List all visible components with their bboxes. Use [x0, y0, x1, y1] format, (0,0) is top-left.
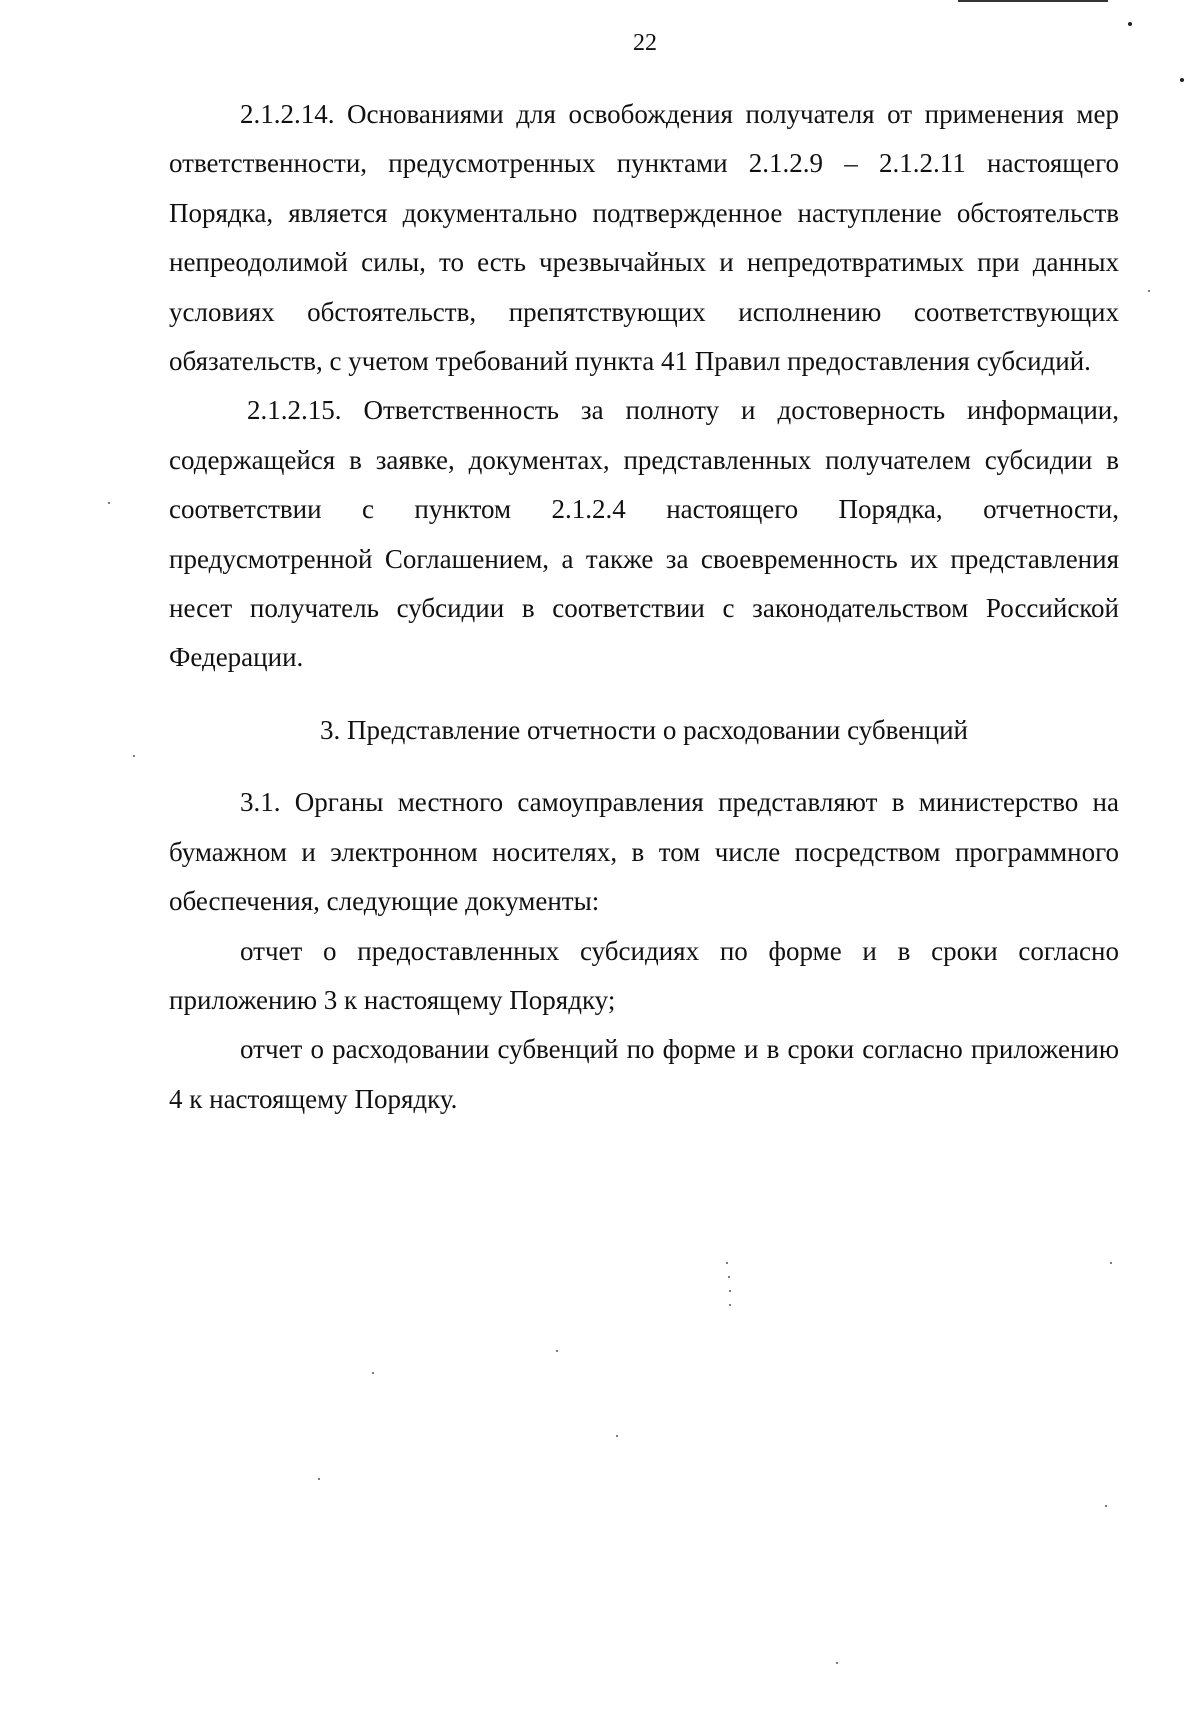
scan-speck — [318, 1478, 320, 1480]
scan-speck — [1180, 78, 1184, 82]
paragraph-2-1-2-14: 2.1.2.14. Основаниями для освобождения получателя от применения мер ответственности, предусмотренных пунктами 2.1.2.9 – 2.1.2.11 настоящего Порядка, является документально подтвержденное наступление обстоятельств непреодолимой силы, то есть чрезвычайных и непредотвратимых при данных условиях обстоятельств, препятствующих исполнению соответствующих обязательств, с учетом требований пункта 41 Правил предоставления субсидий. — [169, 99, 1119, 377]
scan-speck — [1148, 290, 1150, 292]
scan-speck — [616, 1435, 618, 1437]
scan-speck — [726, 1262, 728, 1264]
scan-speck — [729, 1304, 731, 1306]
scan-speck — [556, 1350, 558, 1352]
scan-speck — [729, 1290, 731, 1292]
scan-speck — [1105, 1505, 1107, 1507]
document-body — [169, 90, 1119, 1124]
list-item-report-subsidies: отчет о предоставленных субсидиях по форме и в сроки согласно приложению 3 к настоящему Порядку; — [169, 935, 1119, 1015]
paragraph-3-1: 3.1. Органы местного самоуправления представляют в министерство на бумажном и электронном носителях, в том числе посредством программного обеспечения, следующие документы: — [169, 787, 1119, 917]
scan-speck — [1128, 22, 1132, 26]
scan-edge-rule — [958, 0, 1108, 2]
scan-speck — [108, 502, 110, 504]
paragraph-2-1-2-15: 2.1.2.15. Ответственность за полноту и достоверность информации, содержащейся в заявке, документах, представленных получателем субсидии в соответствии с пунктом 2.1.2.4 настоящего Порядка, отчетности, предусмотренной Соглашением, а также за своевременность их представления несет получатель субсидии в соответствии с законодательством Российской Федерации. — [169, 395, 1119, 673]
scan-speck — [1110, 1262, 1112, 1264]
section-heading: 3. Представление отчетности о расходовании субвенций — [320, 714, 968, 745]
page-number: 22 — [633, 30, 657, 56]
scan-speck — [372, 1372, 374, 1374]
list-item-report-subventions: отчет о расходовании субвенций по форме и в сроки согласно приложению 4 к настоящему Порядку. — [169, 1034, 1119, 1114]
scan-speck — [836, 1662, 838, 1664]
scan-speck — [133, 755, 135, 757]
scan-speck — [728, 1276, 730, 1278]
